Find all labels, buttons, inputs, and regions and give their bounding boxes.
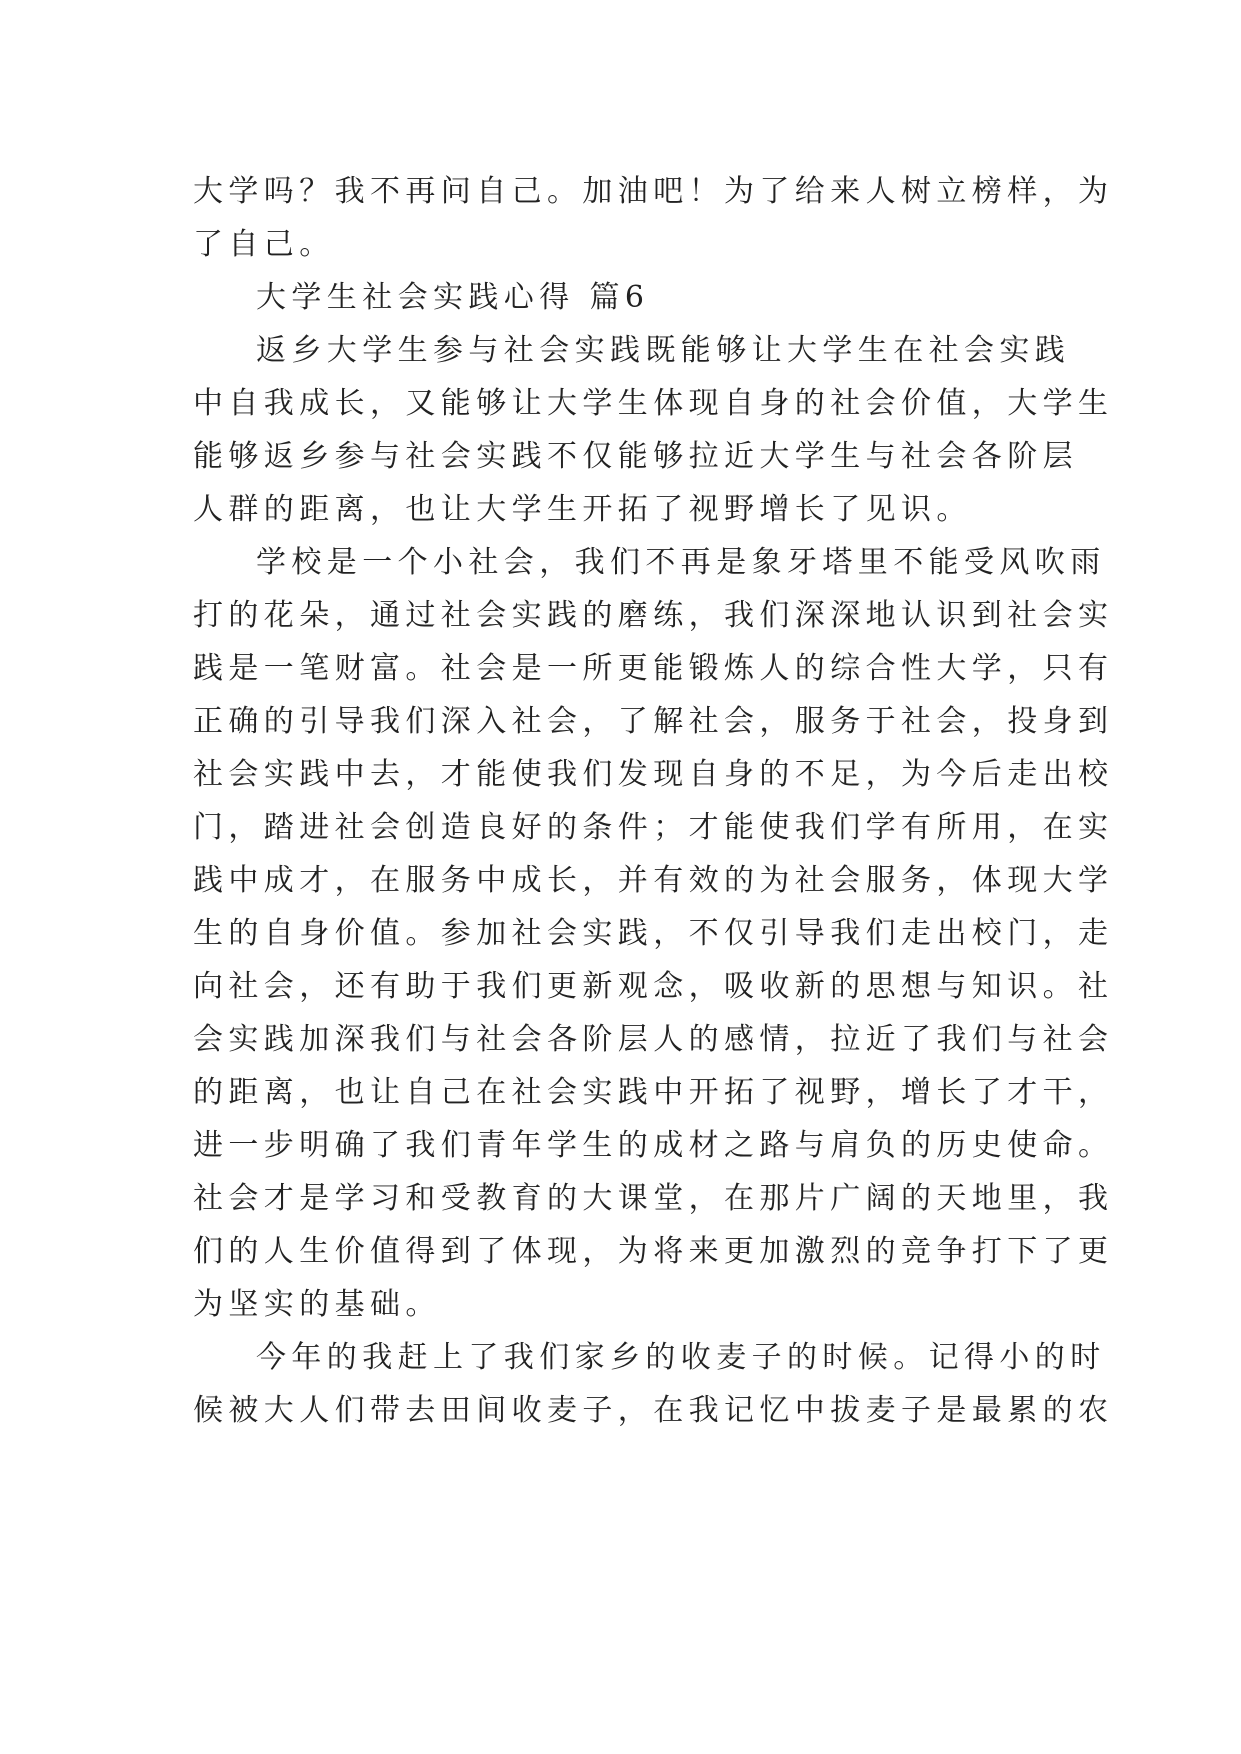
paragraph-line: 为坚实的基础。 <box>193 1287 441 1322</box>
paragraph-line: 中自我成长，又能够让大学生体现自身的社会价值，大学生 <box>193 386 1114 421</box>
document-body <box>193 165 1114 1437</box>
paragraph-line: 进一步明确了我们青年学生的成材之路与肩负的历史使命。 <box>193 1128 1114 1163</box>
paragraph-line: 践中成才，在服务中成长，并有效的为社会服务，体现大学 <box>193 863 1114 898</box>
paragraph-line: 打的花朵，通过社会实践的磨练，我们深深地认识到社会实 <box>193 598 1114 633</box>
paragraph-line: 会实践加深我们与社会各阶层人的感情，拉近了我们与社会 <box>193 1022 1114 1057</box>
paragraph-line: 生的自身价值。参加社会实践，不仅引导我们走出校门，走 <box>193 916 1114 951</box>
paragraph-line: 今年的我赶上了我们家乡的收麦子的时候。记得小的时 <box>256 1340 1106 1375</box>
paragraph-line: 正确的引导我们深入社会，了解社会，服务于社会，投身到 <box>193 704 1114 739</box>
paragraph-line: 的距离，也让自己在社会实践中开拓了视野，增长了才干， <box>193 1075 1114 1110</box>
paragraph-line: 社会才是学习和受教育的大课堂，在那片广阔的天地里，我 <box>193 1181 1114 1216</box>
paragraph-line: 能够返乡参与社会实践不仅能够拉近大学生与社会各阶层 <box>193 439 1078 474</box>
section-heading: 大学生社会实践心得 篇6 <box>256 280 650 315</box>
paragraph-line: 门，踏进社会创造良好的条件；才能使我们学有所用，在实 <box>193 810 1114 845</box>
paragraph-line: 向社会，还有助于我们更新观念，吸收新的思想与知识。社 <box>193 969 1114 1004</box>
paragraph-line: 了自己。 <box>193 227 335 262</box>
paragraph-line: 大学吗？我不再问自己。加油吧！为了给来人树立榜样，为 <box>193 174 1114 209</box>
paragraph-line: 们的人生价值得到了体现，为将来更加激烈的竞争打下了更 <box>193 1234 1114 1269</box>
paragraph-line: 学校是一个小社会，我们不再是象牙塔里不能受风吹雨 <box>256 545 1106 580</box>
paragraph-line: 社会实践中去，才能使我们发现自身的不足，为今后走出校 <box>193 757 1114 792</box>
paragraph-line: 候被大人们带去田间收麦子，在我记忆中拔麦子是最累的农 <box>193 1393 1114 1428</box>
paragraph-line: 人群的距离，也让大学生开拓了视野增长了见识。 <box>193 492 972 527</box>
paragraph-line: 返乡大学生参与社会实践既能够让大学生在社会实践 <box>256 333 1071 368</box>
paragraph-line: 践是一笔财富。社会是一所更能锻炼人的综合性大学，只有 <box>193 651 1114 686</box>
